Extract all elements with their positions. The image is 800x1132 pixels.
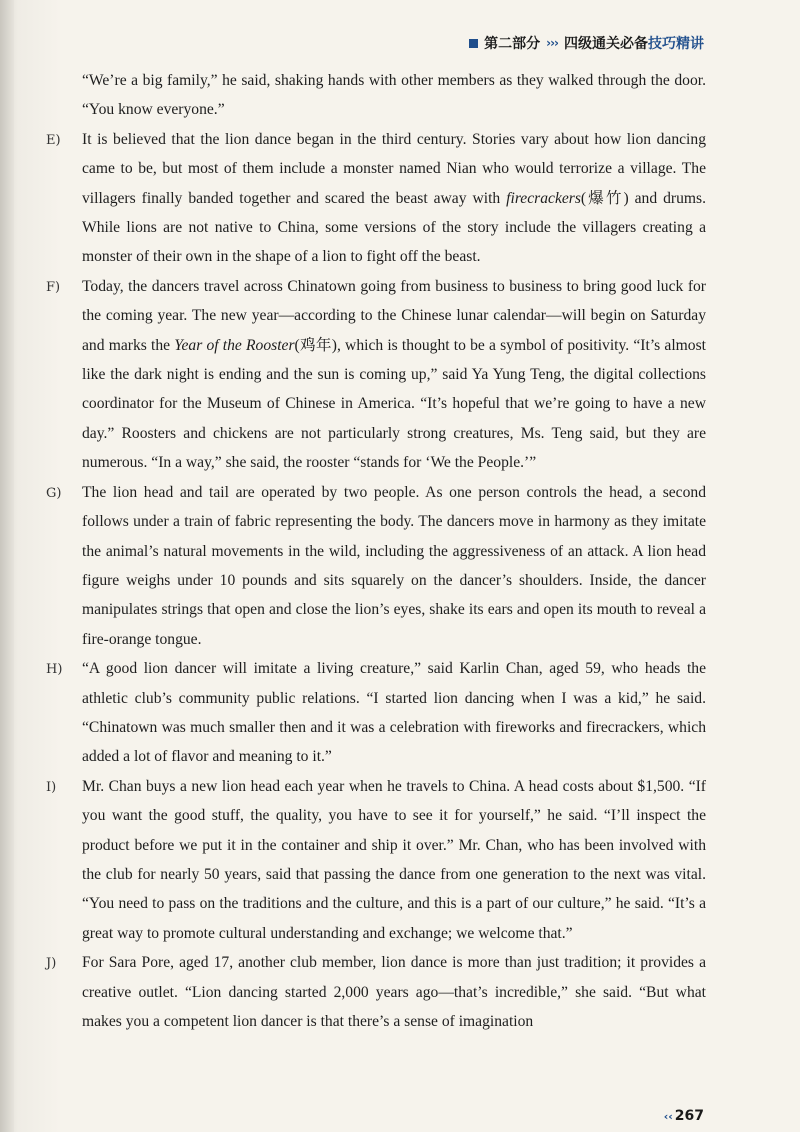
paragraph-italic: firecrackers xyxy=(506,189,581,207)
paragraph-f xyxy=(46,272,706,478)
paragraph-continued xyxy=(64,66,706,125)
paragraph-italic: Year of the Rooster xyxy=(174,336,295,354)
paragraph-text: “A good lion dancer will imitate a living creature,” said Karlin Chan, aged 59, who heads the athletic club’s community public relations. “I started lion dancing when I was a kid,” he said. “Chinatown was much smaller then and it was a celebration with fireworks and firecrackers, which added a lot of flavor and meaning to it.” xyxy=(82,660,706,766)
paragraph-text: It is believed that the lion dance began in the third century. Stories vary about how lion dancing came to be, but most of them include a monster named Nian who would terrorize a village. The villagers finally banded together and scared the beast away with xyxy=(82,130,706,207)
paragraph-marker: J) xyxy=(46,956,57,972)
paragraph-marker: H) xyxy=(46,662,63,678)
paragraph-text: Mr. Chan buys a new lion head each year when he travels to China. A head costs about $1,500. “If you want the good stuff, the quality, you have to see it for yourself,” he said. “I’ll inspect the product before we put it in the container and ship it over.” Mr. Chan, who has been involved with the club for nearly 50 years, said that passing the dance from one generation to the next was vital. “You need to pass on the traditions and the culture, and this is a part of our culture,” he said. “It’s a great way to promote cultural understanding and exchange; we welcome that.” xyxy=(82,777,706,942)
page-number xyxy=(664,1108,704,1124)
paragraph-g xyxy=(46,478,706,654)
paragraph-e xyxy=(46,125,706,272)
paragraph-text: (爆竹) and drums. While lions are not native to China, some versions of the story include the villagers creating a monster of their own in the shape of a lion to fight off the beast. xyxy=(82,189,706,266)
article-body xyxy=(46,66,706,1036)
paragraph-text: For Sara Pore, aged 17, another club member, lion dance is more than just tradition; it provides a creative outlet. “Lion dancing started 2,000 years ago—that’s incredible,” she said. “But what makes you a competent lion dancer is that there’s a sense of imagination xyxy=(82,954,706,1030)
paragraph-text: The lion head and tail are operated by two people. As one person controls the head, a second follows under a train of fabric representing the body. The dancers move in harmony as they imitate the animal’s natural movements in the wild, including the aggressiveness of an attack. A lion head figure weighs under 10 pounds and sits squarely on the dancer’s shoulders. Inside, the dancer manipulates strings that open and close the lion’s eyes, shake its ears and open its mouth to reveal a fire-orange tongue. xyxy=(82,483,706,648)
paragraph-text: Today, the dancers travel across Chinatown going from business to business to bring good luck for the coming year. The new year—according to the Chinese lunar calendar—will begin on Saturday and marks the xyxy=(82,277,706,354)
binding-edge xyxy=(0,0,14,1132)
chevron-right-icon: ››› xyxy=(546,36,558,50)
paragraph-marker: G) xyxy=(46,485,62,501)
square-bullet-icon xyxy=(469,39,478,48)
header-section-accent: 技巧精讲 xyxy=(648,36,704,52)
paragraph-text: “We’re a big family,” he said, shaking hands with other members as they walked through the door. “You know everyone.” xyxy=(82,72,706,119)
paragraph-i xyxy=(46,772,706,948)
double-chevron-left-icon: ‹‹ xyxy=(663,1110,673,1123)
paragraph-marker: I) xyxy=(46,779,57,795)
header-section-plain: 四级通关必备 xyxy=(564,36,648,52)
paragraph-h xyxy=(46,654,706,772)
page-number-value: 267 xyxy=(674,1108,704,1124)
running-header xyxy=(469,32,704,54)
paragraph-marker: F) xyxy=(46,279,61,295)
header-section xyxy=(564,33,704,53)
paragraph-j xyxy=(46,948,706,1036)
paragraph-marker: E) xyxy=(46,132,61,148)
paragraph-text: (鸡年), which is thought to be a symbol of positivity. “It’s almost like the dark night is ending and the sun is coming up,” said Ya Yung Teng, the digital collections coordinator for the Museum of Chinese in America. “It’s hopeful that we’re going to have a new day.” Roosters and chickens are not particularly strong creatures, Ms. Teng said, but they are numerous. “In a way,” she said, the rooster “stands for ‘We the People.’” xyxy=(82,336,706,472)
header-part: 第二部分 xyxy=(484,36,541,52)
